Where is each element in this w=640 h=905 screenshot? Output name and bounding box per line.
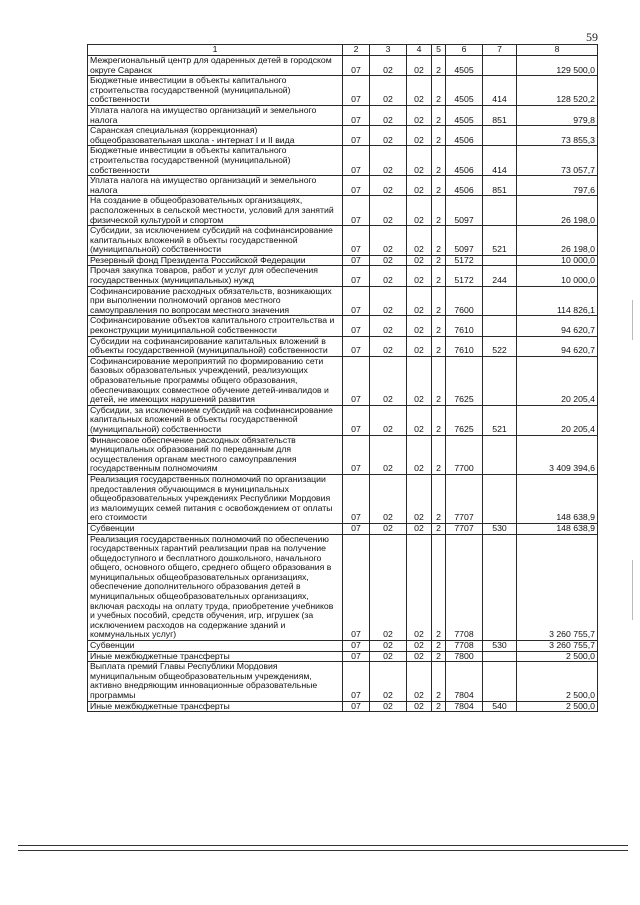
- row-code-expense-type: 414: [483, 76, 517, 106]
- table-row: [88, 255, 598, 266]
- row-name: Межрегиональный центр для одаренных детей в городском округе Саранск: [88, 56, 343, 76]
- row-code-item: 7610: [446, 316, 483, 336]
- row-code-expense-type: 540: [483, 701, 517, 712]
- row-amount: 94 620,7: [517, 336, 598, 356]
- table-row: [88, 266, 598, 286]
- row-code-program: 02: [407, 435, 432, 474]
- row-code-expense-type: 851: [483, 176, 517, 196]
- row-code-subprogram: 2: [432, 356, 446, 405]
- row-amount: 10 000,0: [517, 266, 598, 286]
- table-row: [88, 662, 598, 701]
- row-code-expense-type: [483, 662, 517, 701]
- row-code-subsection: 02: [370, 701, 407, 712]
- row-code-subsection: 02: [370, 266, 407, 286]
- row-code-subsection: 02: [370, 534, 407, 641]
- row-amount: 148 638,9: [517, 474, 598, 523]
- table-row: [88, 405, 598, 435]
- row-code-subsection: 02: [370, 316, 407, 336]
- row-name: Софинансирование расходных обязательств, возникающих при выполнении полномочий органов местного самоуправления по вопросам местного значения: [88, 286, 343, 316]
- scan-edge-mark: [632, 560, 633, 620]
- row-code-subprogram: 2: [432, 641, 446, 652]
- row-code-program: 02: [407, 701, 432, 712]
- row-code-subsection: 02: [370, 286, 407, 316]
- row-code-subsection: 02: [370, 146, 407, 176]
- table-row: [88, 146, 598, 176]
- row-code-item: 7707: [446, 474, 483, 523]
- row-code-item: 7625: [446, 405, 483, 435]
- row-amount: 73 855,3: [517, 126, 598, 146]
- row-code-item: 4506: [446, 176, 483, 196]
- row-amount: 129 500,0: [517, 56, 598, 76]
- row-code-program: 02: [407, 126, 432, 146]
- row-code-subprogram: 2: [432, 523, 446, 534]
- row-code-expense-type: [483, 316, 517, 336]
- row-amount: 979,8: [517, 105, 598, 125]
- row-code-program: 02: [407, 105, 432, 125]
- row-code-expense-type: [483, 56, 517, 76]
- row-code-program: 02: [407, 286, 432, 316]
- row-code-subsection: 02: [370, 523, 407, 534]
- row-code-program: 02: [407, 76, 432, 106]
- row-code-subprogram: 2: [432, 405, 446, 435]
- row-code-subsection: 02: [370, 662, 407, 701]
- row-code-subsection: 02: [370, 336, 407, 356]
- row-code-expense-type: 521: [483, 405, 517, 435]
- row-code-expense-type: [483, 435, 517, 474]
- row-code-subprogram: 2: [432, 651, 446, 662]
- row-name: Субсидии на софинансирование капитальных вложений в объекты государственной (муниципальной) собственности: [88, 336, 343, 356]
- row-code-subprogram: 2: [432, 56, 446, 76]
- table-row: [88, 651, 598, 662]
- row-code-program: 02: [407, 255, 432, 266]
- table-row: [88, 316, 598, 336]
- table-row: [88, 523, 598, 534]
- row-amount: 114 826,1: [517, 286, 598, 316]
- table-row: [88, 126, 598, 146]
- row-amount: 3 260 755,7: [517, 641, 598, 652]
- row-code-subsection: 02: [370, 651, 407, 662]
- row-code-section: 07: [343, 286, 370, 316]
- row-code-program: 02: [407, 56, 432, 76]
- row-code-program: 02: [407, 641, 432, 652]
- row-code-section: 07: [343, 336, 370, 356]
- row-code-expense-type: 522: [483, 336, 517, 356]
- row-code-item: 7700: [446, 435, 483, 474]
- row-code-program: 02: [407, 336, 432, 356]
- table-row: [88, 336, 598, 356]
- row-code-subsection: 02: [370, 226, 407, 256]
- table-header: [88, 45, 598, 56]
- row-code-item: 7707: [446, 523, 483, 534]
- row-code-section: 07: [343, 196, 370, 226]
- table-row: [88, 474, 598, 523]
- row-name: Уплата налога на имущество организаций и земельного налога: [88, 176, 343, 196]
- row-code-subprogram: 2: [432, 146, 446, 176]
- row-code-subprogram: 2: [432, 126, 446, 146]
- row-code-subsection: 02: [370, 474, 407, 523]
- row-amount: 73 057,7: [517, 146, 598, 176]
- row-name: Субсидии, за исключением субсидий на софинансирование капитальных вложений в объекты государственной (муниципальной) собственности: [88, 226, 343, 256]
- row-name: На создание в общеобразовательных организациях, расположенных в сельской местности, условий для занятий физической культурой и спортом: [88, 196, 343, 226]
- row-code-subprogram: 2: [432, 534, 446, 641]
- row-code-item: 4505: [446, 105, 483, 125]
- header-col-2: 2: [343, 45, 370, 56]
- row-code-expense-type: [483, 255, 517, 266]
- row-code-subsection: 02: [370, 56, 407, 76]
- row-code-expense-type: [483, 196, 517, 226]
- row-code-subprogram: 2: [432, 255, 446, 266]
- row-code-section: 07: [343, 474, 370, 523]
- row-code-subprogram: 2: [432, 474, 446, 523]
- row-code-subsection: 02: [370, 641, 407, 652]
- row-code-program: 02: [407, 356, 432, 405]
- row-name: Прочая закупка товаров, работ и услуг для обеспечения государственных (муниципальных) нужд: [88, 266, 343, 286]
- row-code-item: 5097: [446, 196, 483, 226]
- row-amount: 2 500,0: [517, 651, 598, 662]
- table-row: [88, 105, 598, 125]
- row-name: Бюджетные инвестиции в объекты капитального строительства государственной (муниципальной) собственности: [88, 76, 343, 106]
- row-name: Софинансирование мероприятий по формированию сети базовых образовательных учреждений, реализующих образовательные программы общего образования, обеспечивающих совместное обучение детей-инвалидов и детей, не имеющих нарушений развития: [88, 356, 343, 405]
- row-code-item: 7600: [446, 286, 483, 316]
- row-code-subsection: 02: [370, 435, 407, 474]
- row-code-program: 02: [407, 266, 432, 286]
- row-name: Резервный фонд Президента Российской Федерации: [88, 255, 343, 266]
- table-row: [88, 226, 598, 256]
- row-code-section: 07: [343, 662, 370, 701]
- row-code-expense-type: 530: [483, 641, 517, 652]
- row-code-item: 7625: [446, 356, 483, 405]
- row-code-expense-type: 521: [483, 226, 517, 256]
- table-row: [88, 701, 598, 712]
- row-name: Субвенции: [88, 641, 343, 652]
- row-code-expense-type: 530: [483, 523, 517, 534]
- row-name: Реализация государственных полномочий по обеспечению государственных гарантий реализации прав на получение общедоступного и бесплатного дошкольного, начального общего, основного общего, среднего общего образования в муниципальных общеобразовательных организациях, обеспечение дополнительного образования детей в муниципальных общеобразовательных организациях, включая расходы на оплату труда, приобретение учебников и учебных пособий, средств обучения, игр, игрушек (за исключением расходов на содержание зданий и коммунальных услуг): [88, 534, 343, 641]
- row-code-section: 07: [343, 651, 370, 662]
- row-code-program: 02: [407, 474, 432, 523]
- row-code-subsection: 02: [370, 105, 407, 125]
- row-code-program: 02: [407, 226, 432, 256]
- row-amount: 20 205,4: [517, 356, 598, 405]
- row-code-subprogram: 2: [432, 336, 446, 356]
- row-code-section: 07: [343, 255, 370, 266]
- row-name: Саранская специальная (коррекционная) общеобразовательная школа - интернат I и II вида: [88, 126, 343, 146]
- row-code-program: 02: [407, 523, 432, 534]
- row-name: Иные межбюджетные трансферты: [88, 701, 343, 712]
- table-body: [88, 56, 598, 712]
- row-code-item: 4506: [446, 146, 483, 176]
- table-row: [88, 435, 598, 474]
- row-code-item: 4505: [446, 56, 483, 76]
- table-row: [88, 534, 598, 641]
- header-col-4: 4: [407, 45, 432, 56]
- row-code-section: 07: [343, 356, 370, 405]
- row-code-subprogram: 2: [432, 266, 446, 286]
- row-name: Реализация государственных полномочий по организации предоставления обучающимся в муниципальных общеобразовательных учреждениях Республики Мордовия из малоимущих семей питания с освобождением от оплаты его стоимости: [88, 474, 343, 523]
- row-code-item: 5097: [446, 226, 483, 256]
- footer-rule-thin: [18, 850, 628, 851]
- row-amount: 94 620,7: [517, 316, 598, 336]
- row-amount: 26 198,0: [517, 196, 598, 226]
- row-code-section: 07: [343, 226, 370, 256]
- row-code-subprogram: 2: [432, 701, 446, 712]
- row-code-program: 02: [407, 662, 432, 701]
- row-code-program: 02: [407, 146, 432, 176]
- row-code-expense-type: [483, 534, 517, 641]
- row-code-item: 4506: [446, 126, 483, 146]
- header-col-5: 5: [432, 45, 446, 56]
- row-amount: 3 260 755,7: [517, 534, 598, 641]
- row-code-subprogram: 2: [432, 76, 446, 106]
- row-amount: 2 500,0: [517, 662, 598, 701]
- row-code-subprogram: 2: [432, 226, 446, 256]
- page-number: 59: [586, 30, 598, 44]
- row-name: Субвенции: [88, 523, 343, 534]
- table-row: [88, 286, 598, 316]
- table-row: [88, 356, 598, 405]
- row-code-section: 07: [343, 641, 370, 652]
- row-code-item: 5172: [446, 255, 483, 266]
- row-code-subsection: 02: [370, 76, 407, 106]
- header-col-6: 6: [446, 45, 483, 56]
- row-code-item: 7800: [446, 651, 483, 662]
- table-row: [88, 176, 598, 196]
- row-code-expense-type: 414: [483, 146, 517, 176]
- row-code-subprogram: 2: [432, 196, 446, 226]
- row-code-item: 5172: [446, 266, 483, 286]
- header-row: [88, 45, 598, 56]
- row-code-program: 02: [407, 196, 432, 226]
- row-name: Уплата налога на имущество организаций и земельного налога: [88, 105, 343, 125]
- row-code-section: 07: [343, 146, 370, 176]
- row-code-subsection: 02: [370, 196, 407, 226]
- row-name: Иные межбюджетные трансферты: [88, 651, 343, 662]
- table-row: [88, 196, 598, 226]
- row-code-section: 07: [343, 126, 370, 146]
- row-code-expense-type: 851: [483, 105, 517, 125]
- row-name: Выплата премий Главы Республики Мордовия муниципальным общеобразовательным учреждениям, активно внедряющим инновационные образовательные программы: [88, 662, 343, 701]
- row-amount: 128 520,2: [517, 76, 598, 106]
- header-col-1: 1: [88, 45, 343, 56]
- table-row: [88, 56, 598, 76]
- header-col-8: 8: [517, 45, 598, 56]
- row-code-expense-type: [483, 651, 517, 662]
- row-code-section: 07: [343, 435, 370, 474]
- row-code-section: 07: [343, 76, 370, 106]
- row-amount: 797,6: [517, 176, 598, 196]
- row-code-item: 7804: [446, 662, 483, 701]
- row-code-subsection: 02: [370, 405, 407, 435]
- row-code-section: 07: [343, 56, 370, 76]
- row-code-section: 07: [343, 701, 370, 712]
- row-code-subprogram: 2: [432, 176, 446, 196]
- row-code-section: 07: [343, 266, 370, 286]
- row-code-item: 7610: [446, 336, 483, 356]
- row-code-section: 07: [343, 176, 370, 196]
- row-code-program: 02: [407, 651, 432, 662]
- header-col-3: 3: [370, 45, 407, 56]
- table-row: [88, 641, 598, 652]
- row-code-section: 07: [343, 105, 370, 125]
- row-code-program: 02: [407, 316, 432, 336]
- row-code-expense-type: [483, 356, 517, 405]
- row-code-section: 07: [343, 316, 370, 336]
- row-code-program: 02: [407, 534, 432, 641]
- header-col-7: 7: [483, 45, 517, 56]
- scan-edge-mark: [632, 300, 633, 340]
- row-code-program: 02: [407, 405, 432, 435]
- row-code-subprogram: 2: [432, 105, 446, 125]
- row-code-expense-type: [483, 286, 517, 316]
- row-code-subprogram: 2: [432, 316, 446, 336]
- row-code-expense-type: [483, 126, 517, 146]
- row-code-item: 7708: [446, 641, 483, 652]
- row-code-subprogram: 2: [432, 286, 446, 316]
- row-code-expense-type: 244: [483, 266, 517, 286]
- row-code-subprogram: 2: [432, 435, 446, 474]
- row-code-subprogram: 2: [432, 662, 446, 701]
- row-code-item: 7804: [446, 701, 483, 712]
- row-code-subsection: 02: [370, 356, 407, 405]
- row-amount: 26 198,0: [517, 226, 598, 256]
- row-amount: 10 000,0: [517, 255, 598, 266]
- row-code-item: 7708: [446, 534, 483, 641]
- row-code-subsection: 02: [370, 126, 407, 146]
- footer-rule: [18, 845, 628, 846]
- table-row: [88, 76, 598, 106]
- row-code-section: 07: [343, 405, 370, 435]
- row-amount: 2 500,0: [517, 701, 598, 712]
- row-amount: 20 205,4: [517, 405, 598, 435]
- row-name: Субсидии, за исключением субсидий на софинансирование капитальных вложений в объекты государственной (муниципальной) собственности: [88, 405, 343, 435]
- row-code-item: 4505: [446, 76, 483, 106]
- row-code-section: 07: [343, 523, 370, 534]
- row-amount: 148 638,9: [517, 523, 598, 534]
- row-code-program: 02: [407, 176, 432, 196]
- row-name: Бюджетные инвестиции в объекты капитального строительства государственной (муниципальной) собственности: [88, 146, 343, 176]
- budget-expenditure-table: [87, 44, 598, 712]
- row-amount: 3 409 394,6: [517, 435, 598, 474]
- row-code-section: 07: [343, 534, 370, 641]
- row-code-expense-type: [483, 474, 517, 523]
- row-code-subsection: 02: [370, 176, 407, 196]
- row-code-subsection: 02: [370, 255, 407, 266]
- row-name: Финансовое обеспечение расходных обязательств муниципальных образований по переданным для осуществления органам местного самоуправления государственным полномочиям: [88, 435, 343, 474]
- row-name: Софинансирование объектов капитального строительства и реконструкции муниципальной собственности: [88, 316, 343, 336]
